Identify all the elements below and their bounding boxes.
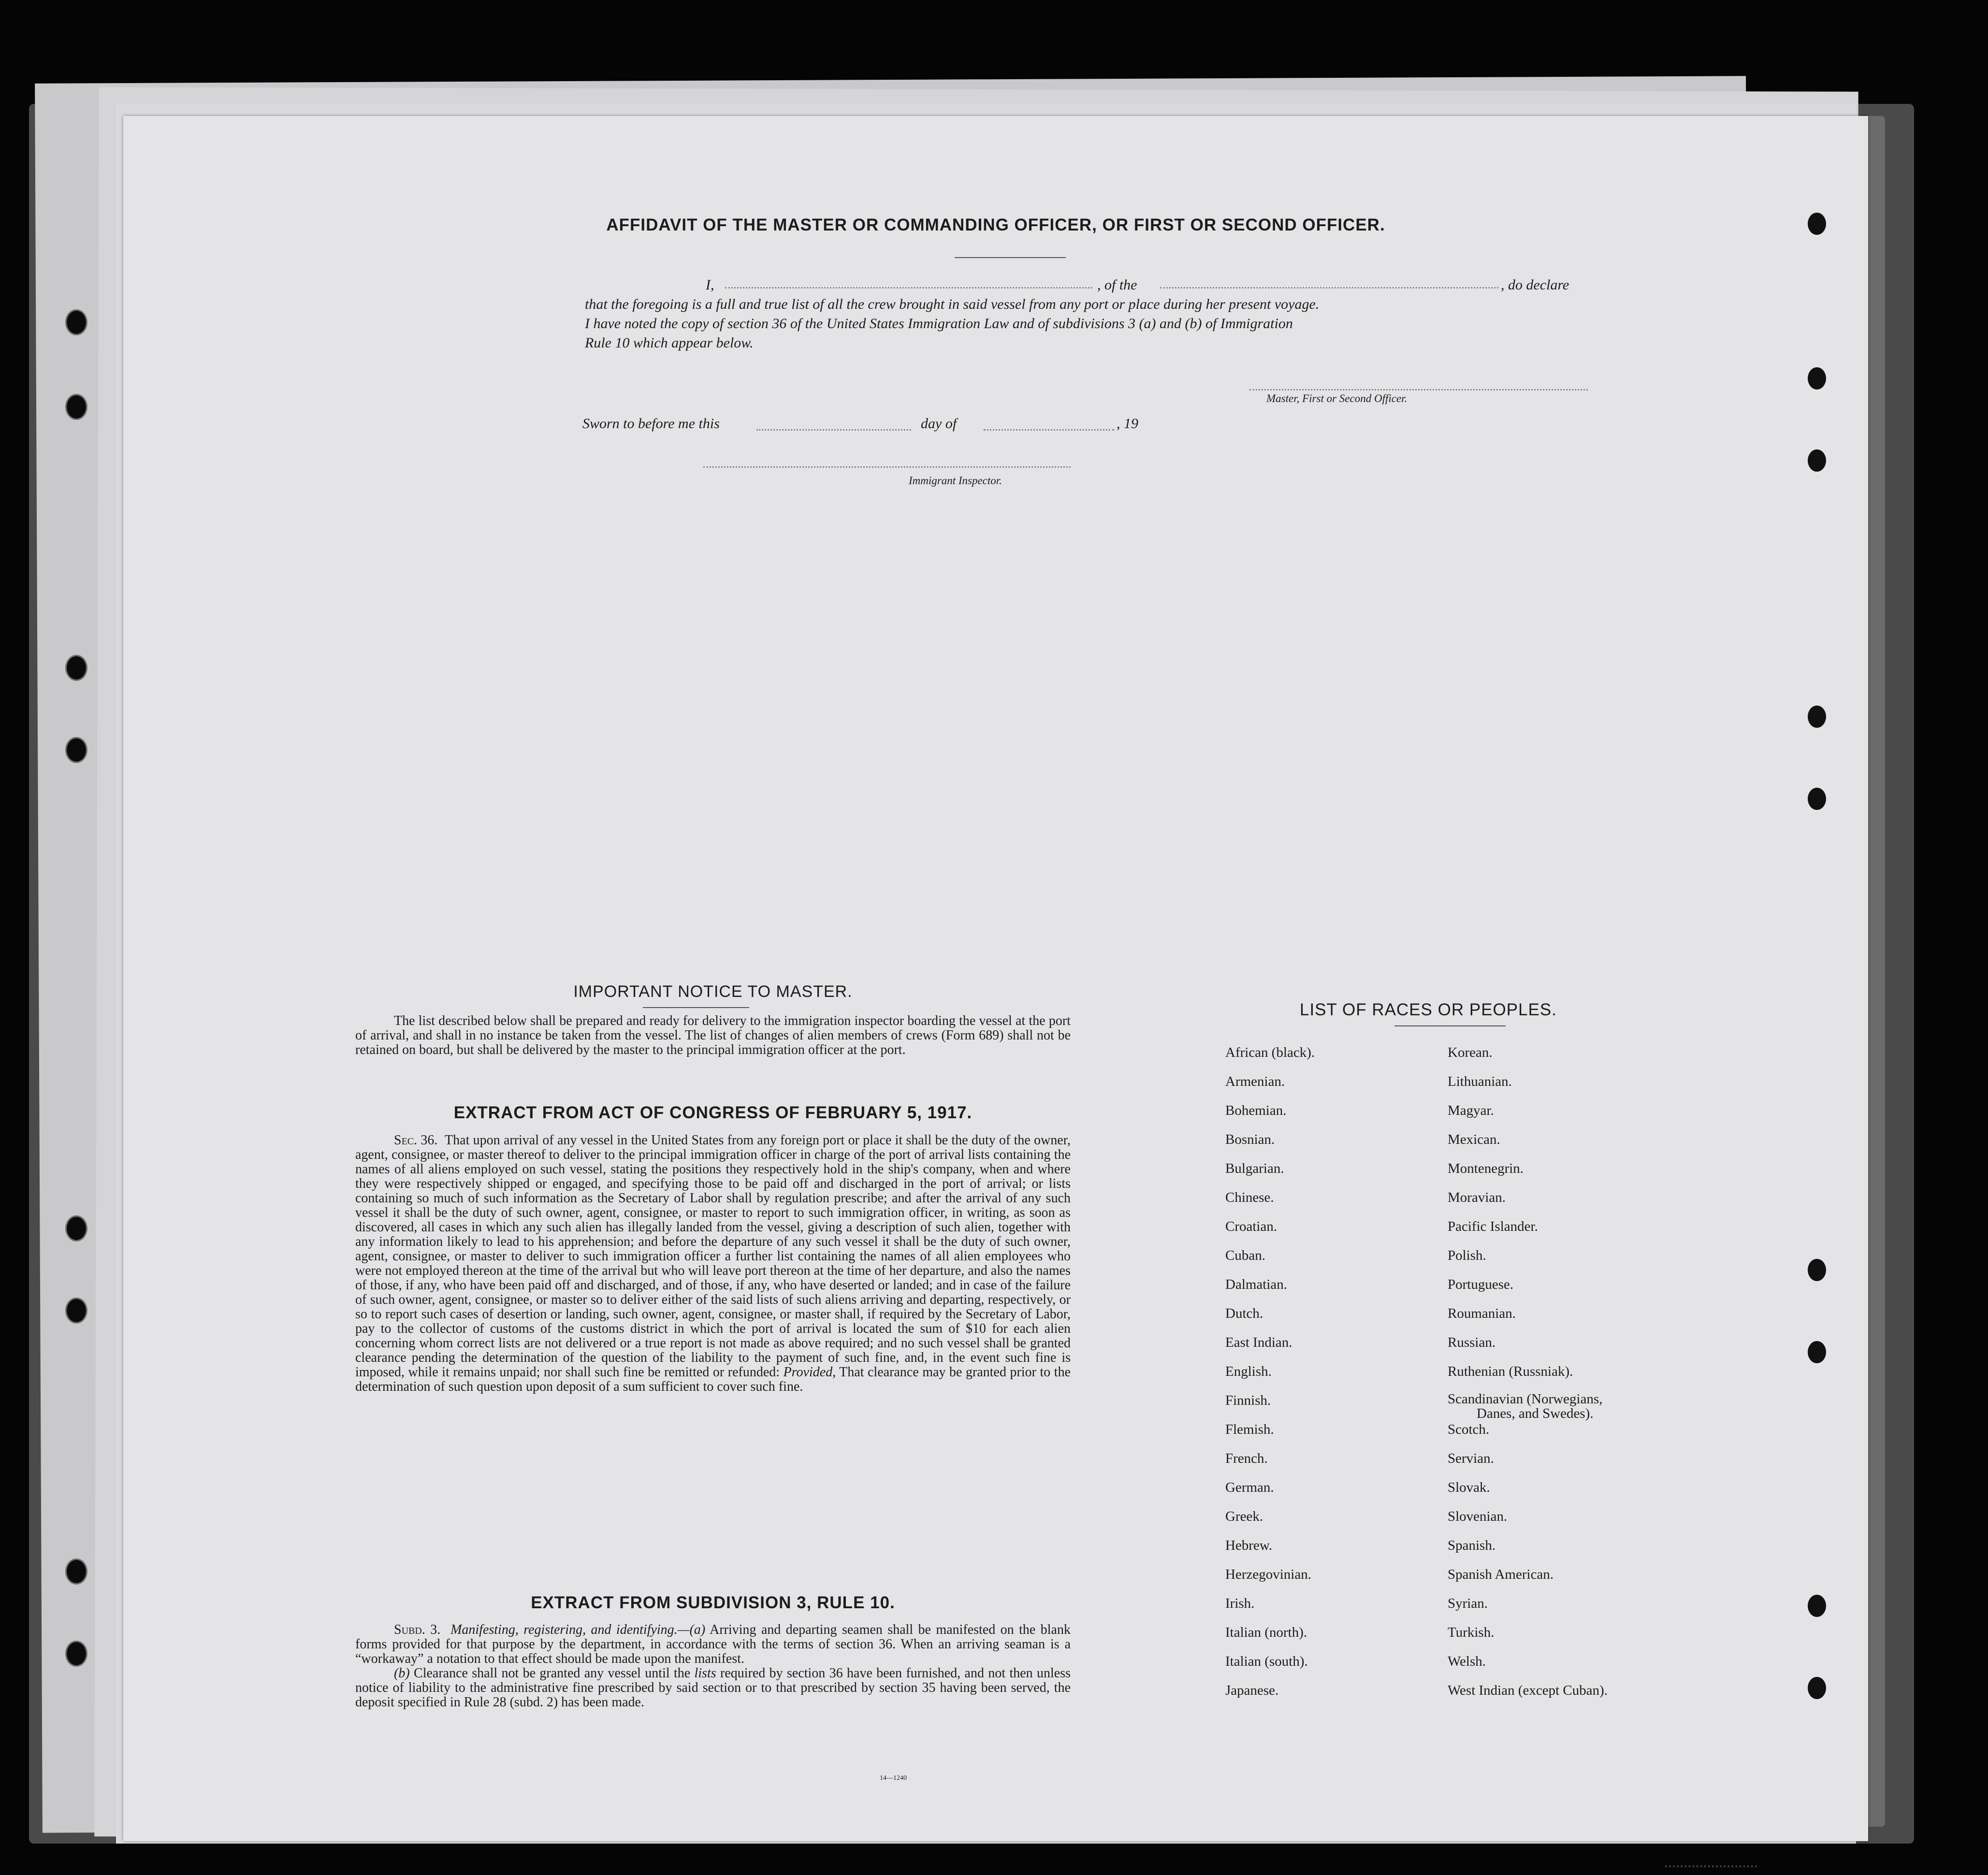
inspector-signature-line bbox=[703, 466, 1071, 468]
vessel-blank bbox=[1160, 287, 1498, 288]
b-body-1: Clearance shall not be granted any vessel until the bbox=[414, 1666, 691, 1681]
race-item: French. bbox=[1225, 1451, 1268, 1466]
race-item: Montenegrin. bbox=[1448, 1161, 1524, 1176]
sworn-label: Sworn to before me this bbox=[582, 416, 720, 432]
race-item: Croatian. bbox=[1225, 1219, 1277, 1234]
a-label: (a) bbox=[689, 1622, 706, 1637]
race-item: Slovenian. bbox=[1448, 1509, 1508, 1524]
race-item: Spanish American. bbox=[1448, 1567, 1554, 1582]
affidavit-line-2: that the foregoing is a full and true list of all the crew brought in said vessel from any port or place during her present voyage. bbox=[585, 296, 1320, 312]
i-label: I, bbox=[706, 277, 714, 293]
race-item: Korean. bbox=[1448, 1045, 1493, 1060]
punch-hole bbox=[1808, 1341, 1826, 1363]
race-item: Moravian. bbox=[1448, 1190, 1506, 1205]
binder-hole bbox=[65, 1558, 87, 1585]
provided-label: Provided, bbox=[783, 1365, 836, 1380]
notice-underline bbox=[643, 1007, 749, 1008]
sworn-month-blank bbox=[984, 429, 1114, 431]
race-item: Bosnian. bbox=[1225, 1132, 1275, 1147]
subd-heading: Manifesting, registering, and identifying.— bbox=[450, 1622, 690, 1637]
race-item: Finnish. bbox=[1225, 1393, 1271, 1408]
section-label: Sec. 36. bbox=[394, 1133, 438, 1148]
punch-hole bbox=[1808, 1595, 1826, 1617]
of-the-label: , of the bbox=[1097, 277, 1137, 293]
b-lists: lists bbox=[694, 1666, 716, 1681]
stamp-mark bbox=[1665, 1865, 1757, 1870]
race-item: West Indian (except Cuban). bbox=[1448, 1683, 1608, 1698]
master-signature-line bbox=[1249, 389, 1588, 390]
inspector-label: Immigrant Inspector. bbox=[909, 475, 1002, 487]
binder-hole bbox=[65, 1641, 87, 1667]
binder-hole bbox=[65, 1215, 87, 1241]
race-item: Lithuanian. bbox=[1448, 1074, 1512, 1089]
race-item: Greek. bbox=[1225, 1509, 1263, 1524]
race-item: Chinese. bbox=[1225, 1190, 1274, 1205]
affidavit-body bbox=[585, 275, 1619, 353]
title-underline bbox=[955, 257, 1066, 258]
race-item: Spanish. bbox=[1448, 1538, 1496, 1553]
b-body-2: required by section 36 have been furnished, and not then unless notice of liability to the administrative fine prescribed by said section or to that prescribed by section 35 having been served, the deposit specified in Rule 28 (subd. 2) has been made. bbox=[355, 1666, 1071, 1710]
day-of-label: day of bbox=[921, 416, 957, 432]
races-right-column bbox=[1448, 1038, 1689, 1705]
binder-hole bbox=[65, 655, 87, 681]
act-body bbox=[355, 1133, 1071, 1394]
race-item: Japanese. bbox=[1225, 1683, 1279, 1698]
subd-label: Subd. 3. bbox=[394, 1622, 441, 1637]
race-item: Italian (south). bbox=[1225, 1654, 1308, 1669]
race-item: Dalmatian. bbox=[1225, 1277, 1288, 1292]
a-body: Arriving and departing seamen shall be manifested on the blank forms provided for that purpose by the department, in accordance with the terms of section 36. When an arriving seaman is a “workaway” a notation to that effect should be made upon the manifest. bbox=[355, 1622, 1071, 1666]
punch-hole bbox=[1808, 706, 1826, 728]
sworn-line bbox=[582, 416, 1356, 435]
binder-hole bbox=[65, 309, 87, 335]
race-item: Turkish. bbox=[1448, 1625, 1495, 1640]
act-text: That upon arrival of any vessel in the United States from any foreign port or place it shall be the duty of the owner, agent, consignee, or master thereof to deliver to the principal immigration officer in charge of the port of arrival lists containing the names of all aliens employed on such vessel, stating the positions they respectively hold in the ship's company, when and where they were respectively shipped or engaged, and specifying those to be paid off and discharged in the port of arrival; or lists containing so much of such information as the Secretary of Labor shall by regulation prescribe; and after the arrival of any such vessel it shall be the duty of such owner, agent, consignee, or master to report to such immigration officer, in writing, as soon as discovered, all cases in which any such alien has illegally landed from the vessel, giving a description of such alien, together with any information likely to lead to his apprehension; and before the departure of any such vessel it shall be the duty of such owner, agent, consignee, or master to deliver to such immigration officer a further list containing the names of all alien employees who were not employed thereon at the time of the arrival but who will leave port thereon at the time of her departure, and also the names of those, if any, who have been paid off and discharged, and of those, if any, who have deserted or landed; and in case of the failure of such owner, agent, consignee, or master so to deliver either of the said lists of such aliens arriving and departing, respectively, or so to report such cases of desertion or landing, such owner, agent, consignee, or master shall, if required by the Secretary of Labor, pay to the collector of customs of the customs district in which the port of arrival is located the sum of $10 for each alien concerning whom correct lists are not delivered or a true report is not made as above required; and no such vessel shall be granted clearance pending the determination of the question of the liability to the payment of such fine, and, in the event such fine is imposed, while it remains unpaid; nor shall such fine be remitted or refunded: bbox=[355, 1133, 1071, 1380]
act-text-end: That clearance may be granted prior to the determination of such question upon deposit of a sum sufficient to cover such fine. bbox=[355, 1365, 1071, 1394]
race-item: East Indian. bbox=[1225, 1335, 1292, 1350]
master-signature-label: Master, First or Second Officer. bbox=[1266, 392, 1408, 404]
race-item: English. bbox=[1225, 1364, 1272, 1379]
affidavit-line-3: I have noted the copy of section 36 of the United States Immigration Law and of subdivisions 3 (a) and (b) of Immigration bbox=[585, 316, 1293, 332]
year-label: , 19 bbox=[1117, 416, 1138, 432]
rule-title: EXTRACT FROM SUBDIVISION 3, RULE 10. bbox=[531, 1593, 895, 1612]
act-title: EXTRACT FROM ACT OF CONGRESS OF FEBRUARY 5, 1917. bbox=[453, 1103, 972, 1122]
punch-hole bbox=[1808, 1677, 1826, 1699]
race-item: Bohemian. bbox=[1225, 1103, 1287, 1118]
notice-title: IMPORTANT NOTICE TO MASTER. bbox=[573, 982, 853, 1001]
race-item: Pacific Islander. bbox=[1448, 1219, 1538, 1234]
race-item: African (black). bbox=[1225, 1045, 1315, 1060]
race-item: Ruthenian (Russniak). bbox=[1448, 1364, 1573, 1379]
races-title: LIST OF RACES OR PEOPLES. bbox=[1299, 1000, 1557, 1019]
races-left-column bbox=[1225, 1038, 1428, 1705]
race-item: Bulgarian. bbox=[1225, 1161, 1284, 1176]
rule-paragraph-b bbox=[355, 1666, 1071, 1710]
rule-paragraph-a bbox=[355, 1623, 1071, 1666]
punch-hole bbox=[1808, 449, 1826, 472]
race-item: Irish. bbox=[1225, 1596, 1255, 1611]
race-item: Herzegovinian. bbox=[1225, 1567, 1311, 1582]
race-item: Dutch. bbox=[1225, 1306, 1263, 1321]
race-item: Hebrew. bbox=[1225, 1538, 1273, 1553]
race-item: Welsh. bbox=[1448, 1654, 1486, 1669]
race-item: Syrian. bbox=[1448, 1596, 1488, 1611]
race-item: Magyar. bbox=[1448, 1103, 1494, 1118]
race-item: German. bbox=[1225, 1480, 1274, 1495]
notice-body: The list described below shall be prepared and ready for delivery to the immigration inspector boarding the vessel at the port of arrival, and shall in no instance be taken from the vessel. The list of changes of alien members of crews (Form 689) shall not be retained on board, but shall be delivered by the master to the principal immigration officer at the port. bbox=[355, 1013, 1071, 1057]
races-underline bbox=[1394, 1025, 1506, 1026]
b-label: (b) bbox=[394, 1666, 410, 1681]
race-item: Italian (north). bbox=[1225, 1625, 1307, 1640]
do-declare-label: , do declare bbox=[1501, 277, 1569, 293]
binder-hole bbox=[65, 737, 87, 763]
punch-hole bbox=[1808, 1259, 1826, 1281]
document-page bbox=[123, 116, 1868, 1841]
punch-hole bbox=[1808, 367, 1826, 389]
print-code: 14—1240 bbox=[880, 1774, 907, 1782]
name-blank bbox=[725, 287, 1092, 288]
race-item: Armenian. bbox=[1225, 1074, 1285, 1089]
declaration-line bbox=[585, 275, 1619, 295]
race-item: Scandinavian (Norwegians, Danes, and Swedes). bbox=[1448, 1386, 1689, 1415]
race-item: Polish. bbox=[1448, 1248, 1486, 1263]
race-item: Cuban. bbox=[1225, 1248, 1265, 1263]
binder-hole bbox=[65, 1298, 87, 1324]
race-item: Russian. bbox=[1448, 1335, 1496, 1350]
affidavit-line-4: Rule 10 which appear below. bbox=[585, 335, 754, 351]
rule-body bbox=[355, 1623, 1071, 1710]
race-item: Flemish. bbox=[1225, 1422, 1274, 1437]
race-item: Roumanian. bbox=[1448, 1306, 1516, 1321]
race-item: Servian. bbox=[1448, 1451, 1494, 1466]
race-item: Portuguese. bbox=[1448, 1277, 1514, 1292]
race-item-continuation: Danes, and Swedes). bbox=[1477, 1406, 1594, 1421]
race-item: Scotch. bbox=[1448, 1422, 1490, 1437]
binder-hole bbox=[65, 394, 87, 420]
punch-hole bbox=[1808, 788, 1826, 810]
race-item: Slovak. bbox=[1448, 1480, 1490, 1495]
affidavit-title: AFFIDAVIT OF THE MASTER OR COMMANDING OFFICER, OR FIRST OR SECOND OFFICER. bbox=[606, 216, 1385, 234]
race-item: Mexican. bbox=[1448, 1132, 1500, 1147]
sworn-date-blank bbox=[756, 429, 911, 431]
